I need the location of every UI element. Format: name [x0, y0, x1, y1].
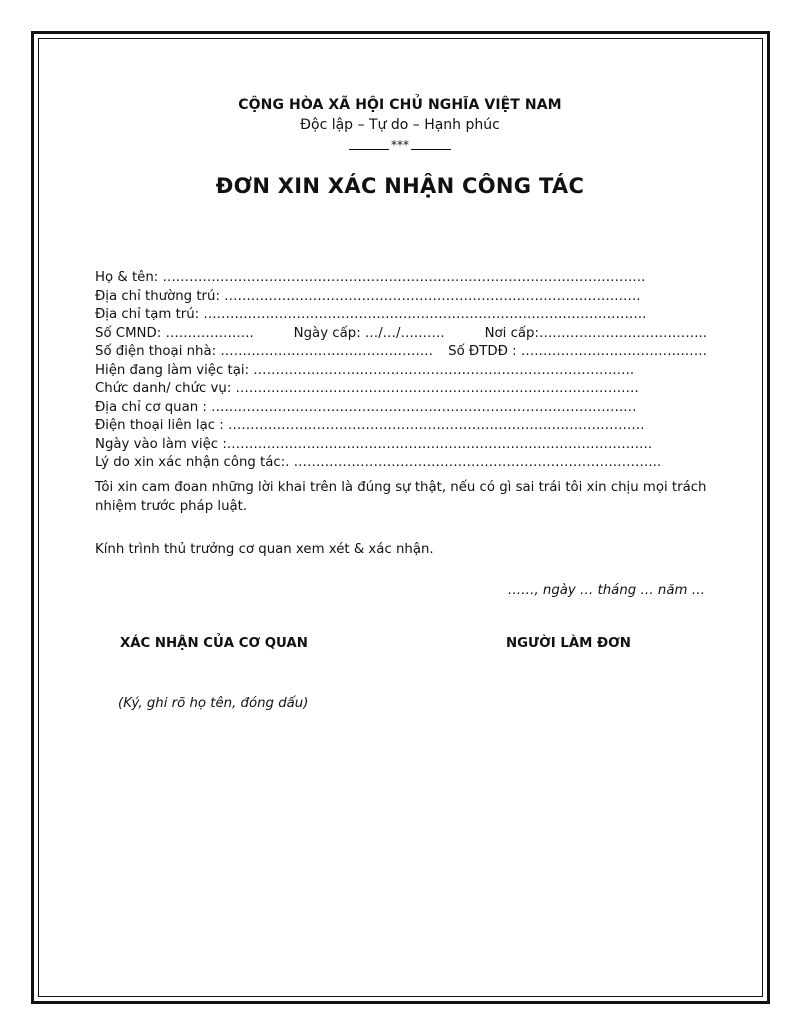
- request-line: Kính trình thủ trưởng cơ quan xem xét & xác nhận.: [95, 542, 434, 557]
- date-line: ……, ngày … tháng … năm …: [507, 583, 705, 598]
- form-fields: [95, 269, 707, 473]
- document-title: ĐƠN XIN XÁC NHẬN CÔNG TÁC: [215, 174, 585, 198]
- field-office-address: Địa chỉ cơ quan : ……………………………………………………………………………………: [95, 399, 637, 415]
- divider-rule-left: [349, 149, 389, 150]
- document-header: [0, 95, 800, 154]
- agency-confirmation-title: XÁC NHẬN CỦA CƠ QUAN: [120, 636, 308, 651]
- field-start-date: Ngày vào làm việc :……………………………………………………………………………………: [95, 436, 653, 452]
- field-temporary-address: Địa chỉ tạm trú: ……………………………………………………………………………………….: [95, 307, 647, 322]
- field-contact-phone: Điện thoại liên lạc : ………………………………………………………………………………….: [95, 418, 645, 433]
- field-issue-place: Nơi cấp:………………………………..: [484, 325, 707, 341]
- field-home-phone: Số điện thoại nhà: …………………………………………: [95, 344, 434, 359]
- field-phone-row: [95, 343, 707, 362]
- field-position: Chức danh/ chức vụ: ……………………………………………………………………………….: [95, 381, 639, 396]
- divider-stars: ***: [391, 138, 409, 152]
- national-motto: Độc lập – Tự do – Hạnh phúc: [300, 117, 500, 133]
- field-id-number: Số CMND: ………………..: [95, 325, 254, 341]
- divider-rule-right: [411, 149, 451, 150]
- header-divider: [349, 138, 451, 152]
- field-issue-date: Ngày cấp: …/…/……….: [293, 325, 445, 341]
- country-name: CỘNG HÒA XÃ HỘI CHỦ NGHĨA VIỆT NAM: [238, 97, 562, 113]
- field-permanent-address: Địa chỉ thường trú: ………………………………………………………………………………….: [95, 288, 641, 304]
- agency-signature-note: (Ký, ghi rõ họ tên, đóng dấu): [118, 696, 309, 711]
- applicant-title: NGƯỜI LÀM ĐƠN: [506, 636, 631, 651]
- field-reason: Lý do xin xác nhận công tác:. ………………………………………………………………………..: [95, 455, 662, 470]
- commitment-paragraph: Tôi xin cam đoan những lời khai trên là đúng sự thật, nếu có gì sai trái tôi xin chịu mọi trách nhiệm trước pháp luật.: [95, 480, 707, 514]
- field-id-row: [95, 325, 707, 344]
- field-name: Họ & tên: ……………………………………………………………………………………………….: [95, 270, 646, 285]
- field-mobile-phone: Số ĐTDĐ : ……………………………………: [448, 344, 707, 359]
- field-workplace: Hiện đang làm việc tại: …………………………………………………………………………..: [95, 362, 635, 378]
